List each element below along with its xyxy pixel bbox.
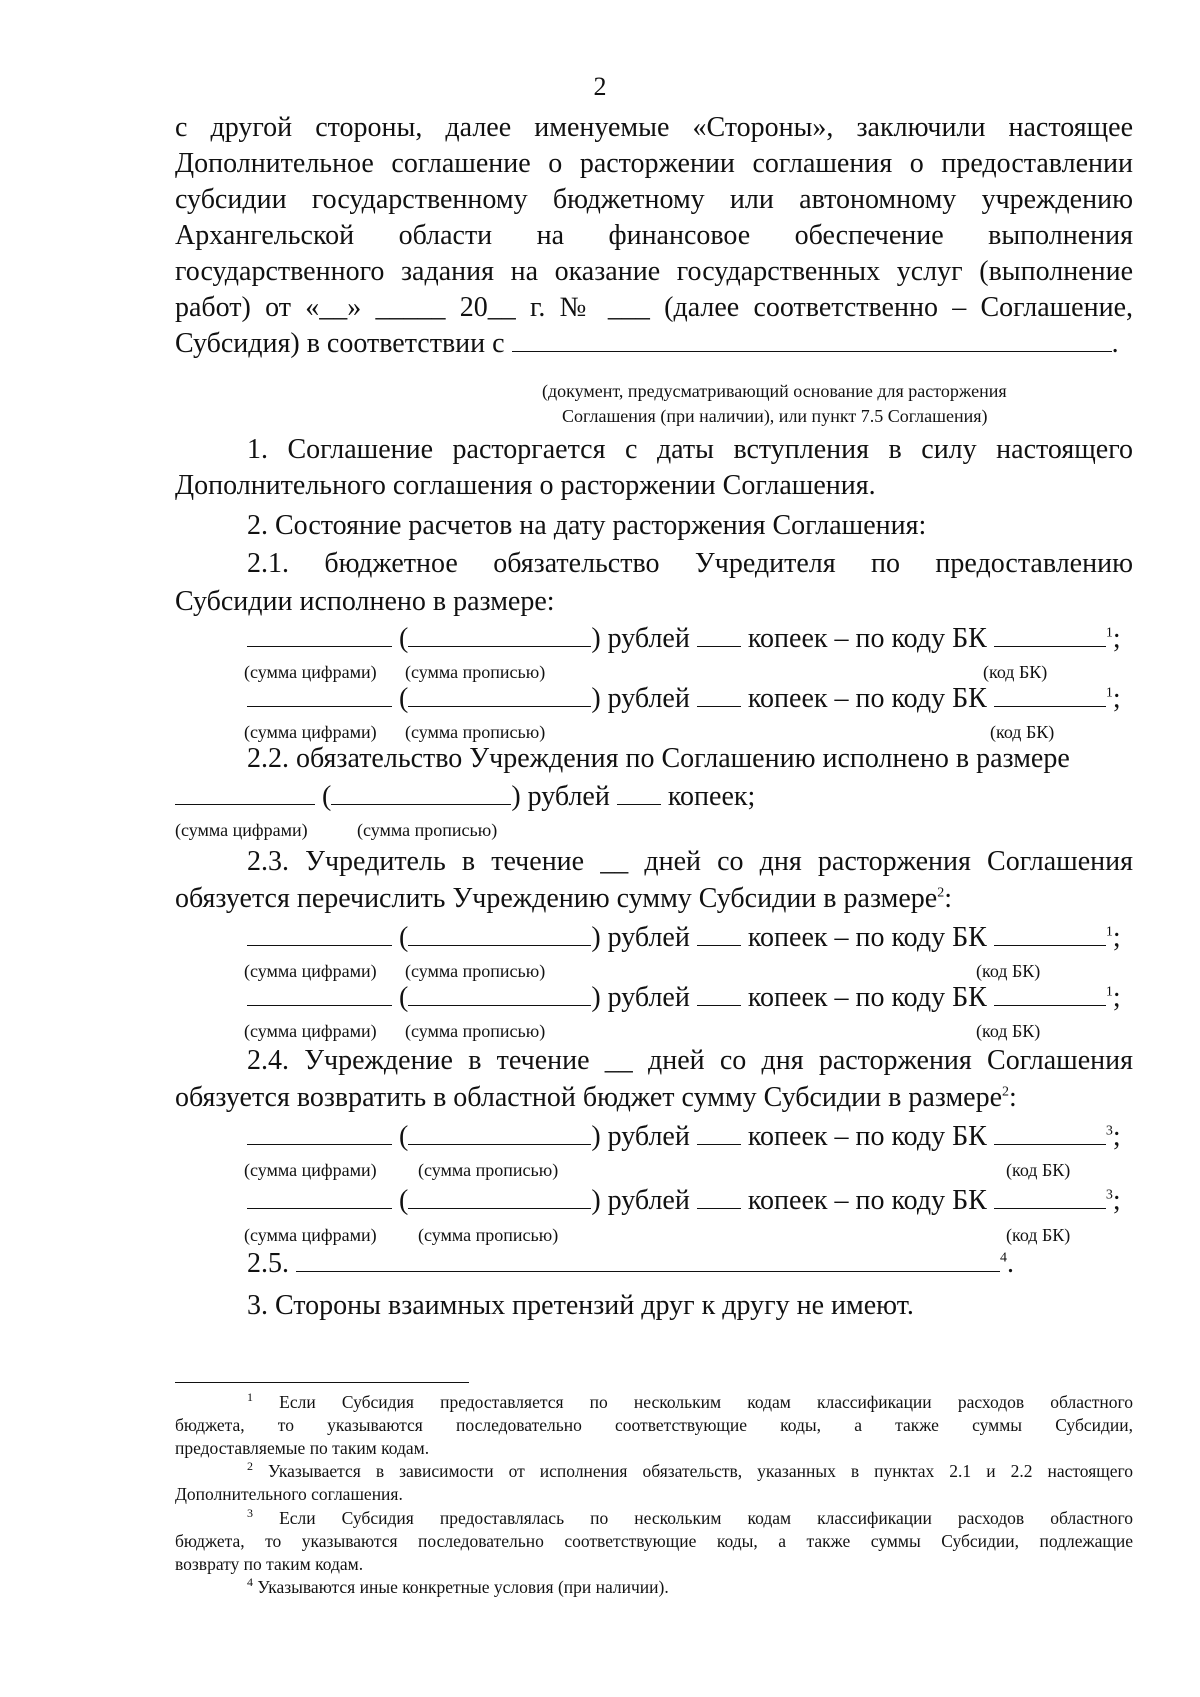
p21-amount-row-1 (247, 623, 1121, 655)
p21-line-2: Субсидии исполнено в размере: (175, 586, 555, 617)
semicolon: ; (1112, 1121, 1121, 1152)
p23-line-1: 2.3. Учредитель в течение __ дней со дня расторжения Соглашения (247, 846, 1133, 877)
footnote-mark-2: 2 (247, 1459, 253, 1474)
label-bk-code: (код БК) (983, 662, 1048, 682)
label-sum-words: (сумма прописью) (418, 1225, 559, 1245)
footnote-1-line-3: предоставляемые по таким кодам. (175, 1438, 430, 1458)
kop-blank (617, 782, 661, 805)
footnote-separator (175, 1382, 469, 1383)
label-sum-digits: (сумма цифрами) (244, 961, 377, 981)
p2-heading: 2. Состояние расчетов на дату расторжения Соглашения: (247, 510, 927, 541)
label-sum-digits: (сумма цифрами) (244, 1225, 377, 1245)
label-sum-digits: (сумма цифрами) (244, 662, 377, 682)
p24-line-2: обязуется возвратить в областной бюджет сумму Субсидии в размере$^2$: (175, 1082, 1017, 1113)
label-sum-words: (сумма прописью) (357, 820, 498, 840)
kop-blank (697, 983, 741, 1006)
bk-code-blank (994, 684, 1106, 707)
bk-code-blank (994, 1122, 1106, 1145)
basis-blank (512, 329, 1112, 352)
footnote-2-line-2: Дополнительного соглашения. (175, 1484, 403, 1504)
label-sum-digits: (сумма цифрами) (244, 722, 377, 742)
footnote-3-line-3: возврату по таким кодам. (175, 1554, 364, 1574)
bk-code-blank (994, 983, 1106, 1006)
p24-text: обязуется возвратить в областной бюджет сумму Субсидии в размере (175, 1082, 1003, 1113)
kop-bk-label: копеек – по коду БК (747, 982, 987, 1013)
kop-bk-label: копеек – по коду БК (747, 922, 987, 953)
semicolon: ; (1112, 922, 1121, 953)
paren-open: ( (399, 922, 409, 953)
p23-amount-row-2 (247, 982, 1121, 1014)
label-bk-code: (код БК) (1006, 1225, 1071, 1245)
footnote-3-text: Если Субсидия предоставлялась по нескольким кодам классификации расходов областного (279, 1508, 1133, 1528)
label-bk-code: (код БК) (990, 722, 1055, 742)
label-sum-words: (сумма прописью) (418, 1160, 559, 1180)
rub-label: ) рублей (591, 623, 690, 654)
p3-line: 3. Стороны взаимных претензий друг к другу не имеют. (247, 1290, 914, 1321)
kop-blank (697, 624, 741, 647)
intro-line-1: с другой стороны, далее именуемые «Стороны», заключили настоящее (175, 112, 1133, 143)
paren-open: ( (322, 781, 332, 812)
paren-open: ( (399, 1121, 409, 1152)
kop-blank (697, 1122, 741, 1145)
footnote-4-text: Указываются иные конкретные условия (при наличии). (257, 1577, 669, 1597)
kop-blank (697, 684, 741, 707)
rub-label: ) рублей (591, 922, 690, 953)
kop-bk-label: копеек – по коду БК (747, 1121, 987, 1152)
footnote-3-line-2: бюджета, то указываются последовательно соответствующие коды, а также суммы Субсидии, подлежащие (175, 1531, 1133, 1551)
intro-line-3: субсидии государственному бюджетному или автономному учреждению (175, 184, 1133, 215)
footnote-1-text: Если Субсидия предоставляется по нескольким кодам классификации расходов областного (279, 1392, 1134, 1412)
footnote-ref-1: 1 (1105, 685, 1113, 701)
bk-code-blank (994, 923, 1106, 946)
intro-line-4: Архангельской области на финансовое обеспечение выполнения (175, 220, 1133, 251)
kop-bk-label: копеек – по коду БК (747, 683, 987, 714)
footnote-2-line-1 (247, 1461, 1133, 1482)
label-sum-words: (сумма прописью) (405, 961, 546, 981)
sum-words-blank (408, 983, 591, 1006)
kop-label: копеек; (667, 781, 756, 812)
period: . (1007, 1248, 1014, 1279)
p22-amount-row (175, 781, 755, 813)
footnote-ref-2: 2 (937, 885, 945, 901)
footnote-ref-1: 1 (1105, 984, 1113, 1000)
footnote-mark-4: 4 (247, 1575, 253, 1590)
p25-blank (296, 1249, 1000, 1272)
label-sum-digits: (сумма цифрами) (244, 1160, 377, 1180)
p24-amount-row-1 (247, 1121, 1121, 1153)
p24-amount-row-2 (247, 1185, 1121, 1217)
footnote-mark-1: 1 (247, 1390, 253, 1405)
label-sum-words: (сумма прописью) (405, 662, 546, 682)
footnote-4-line-1 (247, 1577, 1133, 1598)
label-bk-code: (код БК) (1006, 1160, 1071, 1180)
sum-words-blank (331, 782, 511, 805)
semicolon: ; (1112, 982, 1121, 1013)
footnote-ref-3: 3 (1105, 1123, 1113, 1139)
footnote-ref-3: 3 (1105, 1187, 1113, 1203)
bk-code-blank (994, 624, 1106, 647)
label-sum-digits: (сумма цифрами) (244, 1021, 377, 1041)
p25-label: 2.5. (247, 1248, 289, 1279)
p23-text: обязуется перечислить Учреждению сумму Субсидии в размере (175, 883, 938, 914)
footnote-ref-2: 2 (1002, 1084, 1010, 1100)
sum-digits-blank (247, 1122, 392, 1145)
intro-line-5: государственного задания на оказание государственных услуг (выполнение (175, 256, 1133, 287)
p22-line-1: 2.2. обязательство Учреждения по Соглашению исполнено в размере (247, 743, 1070, 774)
sum-digits-blank (247, 624, 392, 647)
kop-blank (697, 923, 741, 946)
sum-words-blank (408, 1186, 591, 1209)
intro-line-6: работ) от «__» _____ 20__ г. № ___ (далее соответственно – Соглашение, (175, 292, 1133, 323)
semicolon: ; (1112, 1185, 1121, 1216)
p1-line-1: 1. Соглашение расторгается с даты вступления в силу настоящего (247, 434, 1133, 465)
p21-line-1: 2.1. бюджетное обязательство Учредителя по предоставлению (247, 548, 1133, 579)
footnote-ref-1: 1 (1105, 625, 1113, 641)
kop-bk-label: копеек – по коду БК (747, 1185, 987, 1216)
page-number: 2 (593, 72, 607, 101)
footnote-1-line-1 (247, 1392, 1133, 1413)
intro-line-2: Дополнительное соглашение о расторжении соглашения о предоставлении (175, 148, 1133, 179)
p23-line-2: обязуется перечислить Учреждению сумму Субсидии в размере$^2$: (175, 883, 952, 914)
sum-digits-blank (247, 923, 392, 946)
footnote-ref-4: 4 (1000, 1250, 1007, 1266)
paren-open: ( (399, 683, 409, 714)
label-sum-words: (сумма прописью) (405, 1021, 546, 1041)
label-sum-words: (сумма прописью) (405, 722, 546, 742)
sum-digits-blank (247, 684, 392, 707)
footnote-3-line-1 (247, 1508, 1133, 1529)
semicolon: ; (1112, 623, 1121, 654)
sum-digits-blank (175, 782, 315, 805)
intro-last-text: Субсидия) в соответствии с (175, 328, 505, 359)
sum-words-blank (408, 923, 591, 946)
sum-words-blank (408, 684, 591, 707)
rub-label: ) рублей (511, 781, 610, 812)
kop-blank (697, 1186, 741, 1209)
p25-line (247, 1248, 1014, 1280)
semicolon: ; (1112, 683, 1121, 714)
footnote-ref-1: 1 (1105, 924, 1113, 940)
p24-line-1: 2.4. Учреждение в течение __ дней со дня расторжения Соглашения (247, 1045, 1133, 1076)
basis-hint-2: Соглашения (при наличии), или пункт 7.5 Соглашения) (562, 406, 988, 426)
footnote-1-line-2: бюджета, то указываются последовательно соответствующие коды, а также суммы Субсидии, (175, 1415, 1133, 1435)
sum-words-blank (408, 624, 591, 647)
p21-amount-row-2 (247, 683, 1121, 715)
paren-open: ( (399, 623, 409, 654)
bk-code-blank (994, 1186, 1106, 1209)
intro-line-7 (175, 328, 1119, 360)
label-sum-digits: (сумма цифрами) (175, 820, 308, 840)
rub-label: ) рублей (591, 683, 690, 714)
rub-label: ) рублей (591, 1185, 690, 1216)
sum-digits-blank (247, 983, 392, 1006)
intro-period: . (1111, 328, 1119, 359)
label-bk-code: (код БК) (976, 1021, 1041, 1041)
footnote-2-text: Указывается в зависимости от исполнения обязательств, указанных в пунктах 2.1 и 2.2 настоящего (268, 1461, 1133, 1481)
paren-open: ( (399, 1185, 409, 1216)
rub-label: ) рублей (591, 982, 690, 1013)
basis-hint-1: (документ, предусматривающий основание для расторжения (542, 381, 1007, 401)
p23-amount-row-1 (247, 922, 1121, 954)
label-bk-code: (код БК) (976, 961, 1041, 981)
footnote-mark-3: 3 (247, 1506, 253, 1521)
sum-words-blank (408, 1122, 591, 1145)
sum-digits-blank (247, 1186, 392, 1209)
paren-open: ( (399, 982, 409, 1013)
kop-bk-label: копеек – по коду БК (747, 623, 987, 654)
p1-line-2: Дополнительного соглашения о расторжении Соглашения. (175, 470, 876, 501)
rub-label: ) рублей (591, 1121, 690, 1152)
